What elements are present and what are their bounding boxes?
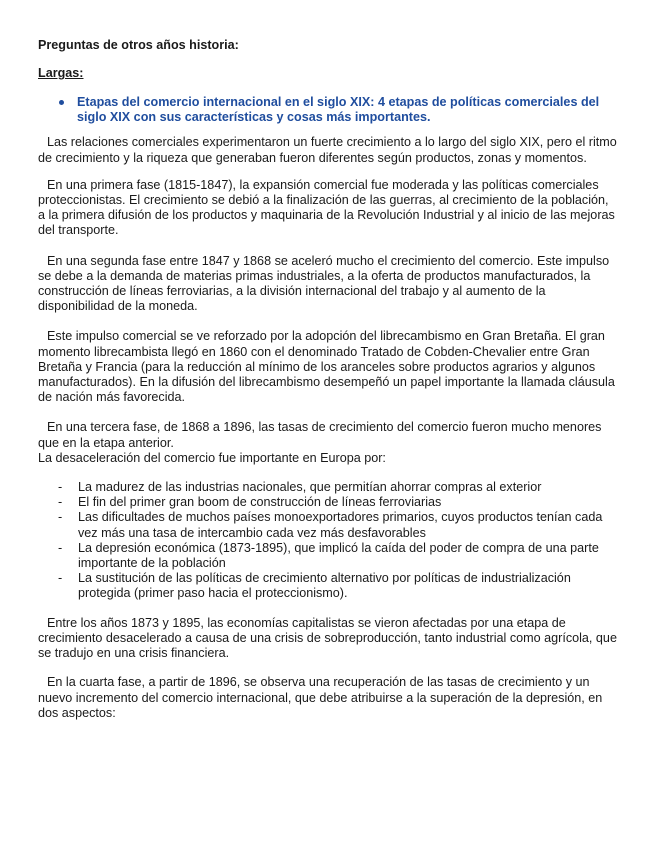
paragraph-deceleration-intro: La desaceleración del comercio fue importante en Europa por: — [38, 450, 386, 465]
list-item-text: La sustitución de las políticas de crecimiento alternativo por políticas de industrialización protegida (primer paso hacia el proteccionismo). — [78, 571, 571, 601]
list-item — [38, 571, 618, 601]
list-item-text: Las dificultades de muchos países monoexportadores primarios, cuyos productos tenían cada vez más una tasa de intercambio cada vez más desfavorables — [78, 510, 603, 540]
dash-marker: - — [58, 480, 63, 495]
question-item — [38, 95, 618, 125]
list-item — [38, 541, 618, 571]
causes-list — [38, 480, 618, 602]
question-list — [38, 95, 618, 125]
dash-marker: - — [58, 495, 63, 510]
paragraph-second-phase: En una segunda fase entre 1847 y 1868 se aceleró mucho el crecimiento del comercio. Este impulso se debe a la demanda de materias primas industriales, a la oferta de productos manufacturados, la construcción de líneas ferroviarias, a la división internacional del trabajo y al aumento de la disponibilidad de la moneda. — [38, 253, 610, 314]
paragraph-intro: Las relaciones comerciales experimentaron un fuerte crecimiento a lo largo del siglo XIX, pero el ritmo de crecimiento y la riqueza que generaban fueron diferentes según productos, zonas y momentos. — [38, 135, 617, 165]
document-title: Preguntas de otros años historia: — [38, 38, 239, 52]
dash-marker: - — [58, 571, 63, 586]
list-item-text: La depresión económica (1873-1895), que implicó la caída del poder de compra de una parte importante de la población — [78, 540, 599, 571]
dash-marker: - — [58, 510, 63, 525]
question-text: Etapas del comercio internacional en el siglo XIX: 4 etapas de políticas comerciales del siglo XIX con sus características y cosas más importantes. — [77, 95, 600, 125]
list-item — [38, 510, 618, 540]
list-item-text: La madurez de las industrias nacionales, que permitían ahorrar compras al exterior — [78, 480, 542, 495]
paragraph-first-phase: En una primera fase (1815-1847), la expansión comercial fue moderada y las políticas comerciales proteccionistas. El crecimiento se debió a la finalización de las guerras, al crecimiento de la población, a la primera difusión de los productos y maquinaria de la Revolución Industrial y al inicio de las mejoras del transporte. — [38, 177, 615, 238]
list-item-text: El fin del primer gran boom de construcción de líneas ferroviarias — [78, 495, 442, 510]
section-heading: Largas: — [38, 66, 84, 80]
list-item — [38, 480, 618, 495]
dash-marker: - — [58, 540, 63, 555]
bullet-icon — [59, 100, 64, 105]
paragraph-third-phase: En una tercera fase, de 1868 a 1896, las tasas de crecimiento del comercio fueron mucho menores que en la etapa anterior. — [38, 420, 602, 450]
paragraph-fourth-phase: En la cuarta fase, a partir de 1896, se observa una recuperación de las tasas de crecimiento y un nuevo incremento del comercio internacional, que debe atribuirse a la superación de la depresión, en dos aspectos: — [38, 675, 603, 720]
paragraph-free-trade: Este impulso comercial se ve reforzado por la adopción del librecambismo en Gran Bretaña. El gran momento librecambista llegó en 1860 con el denominado Tratado de Cobden-Chevalier entre Gran Bretaña y Francia (para la reducción al mínimo de los aranceles sobre productos agrarios y algunos manufacturados). En la difusión del librecambismo desempeñó un papel importante la llamada cláusula de nación más favorecida. — [38, 329, 615, 405]
list-item — [38, 495, 618, 510]
paragraph-overproduction-crisis: Entre los años 1873 y 1895, las economías capitalistas se vieron afectadas por una etapa de crecimiento desacelerado a causa de una crisis de sobreproducción, tanto industrial como agrícola, que se tradujo en una crisis financiera. — [38, 615, 617, 661]
document-page — [38, 38, 618, 721]
